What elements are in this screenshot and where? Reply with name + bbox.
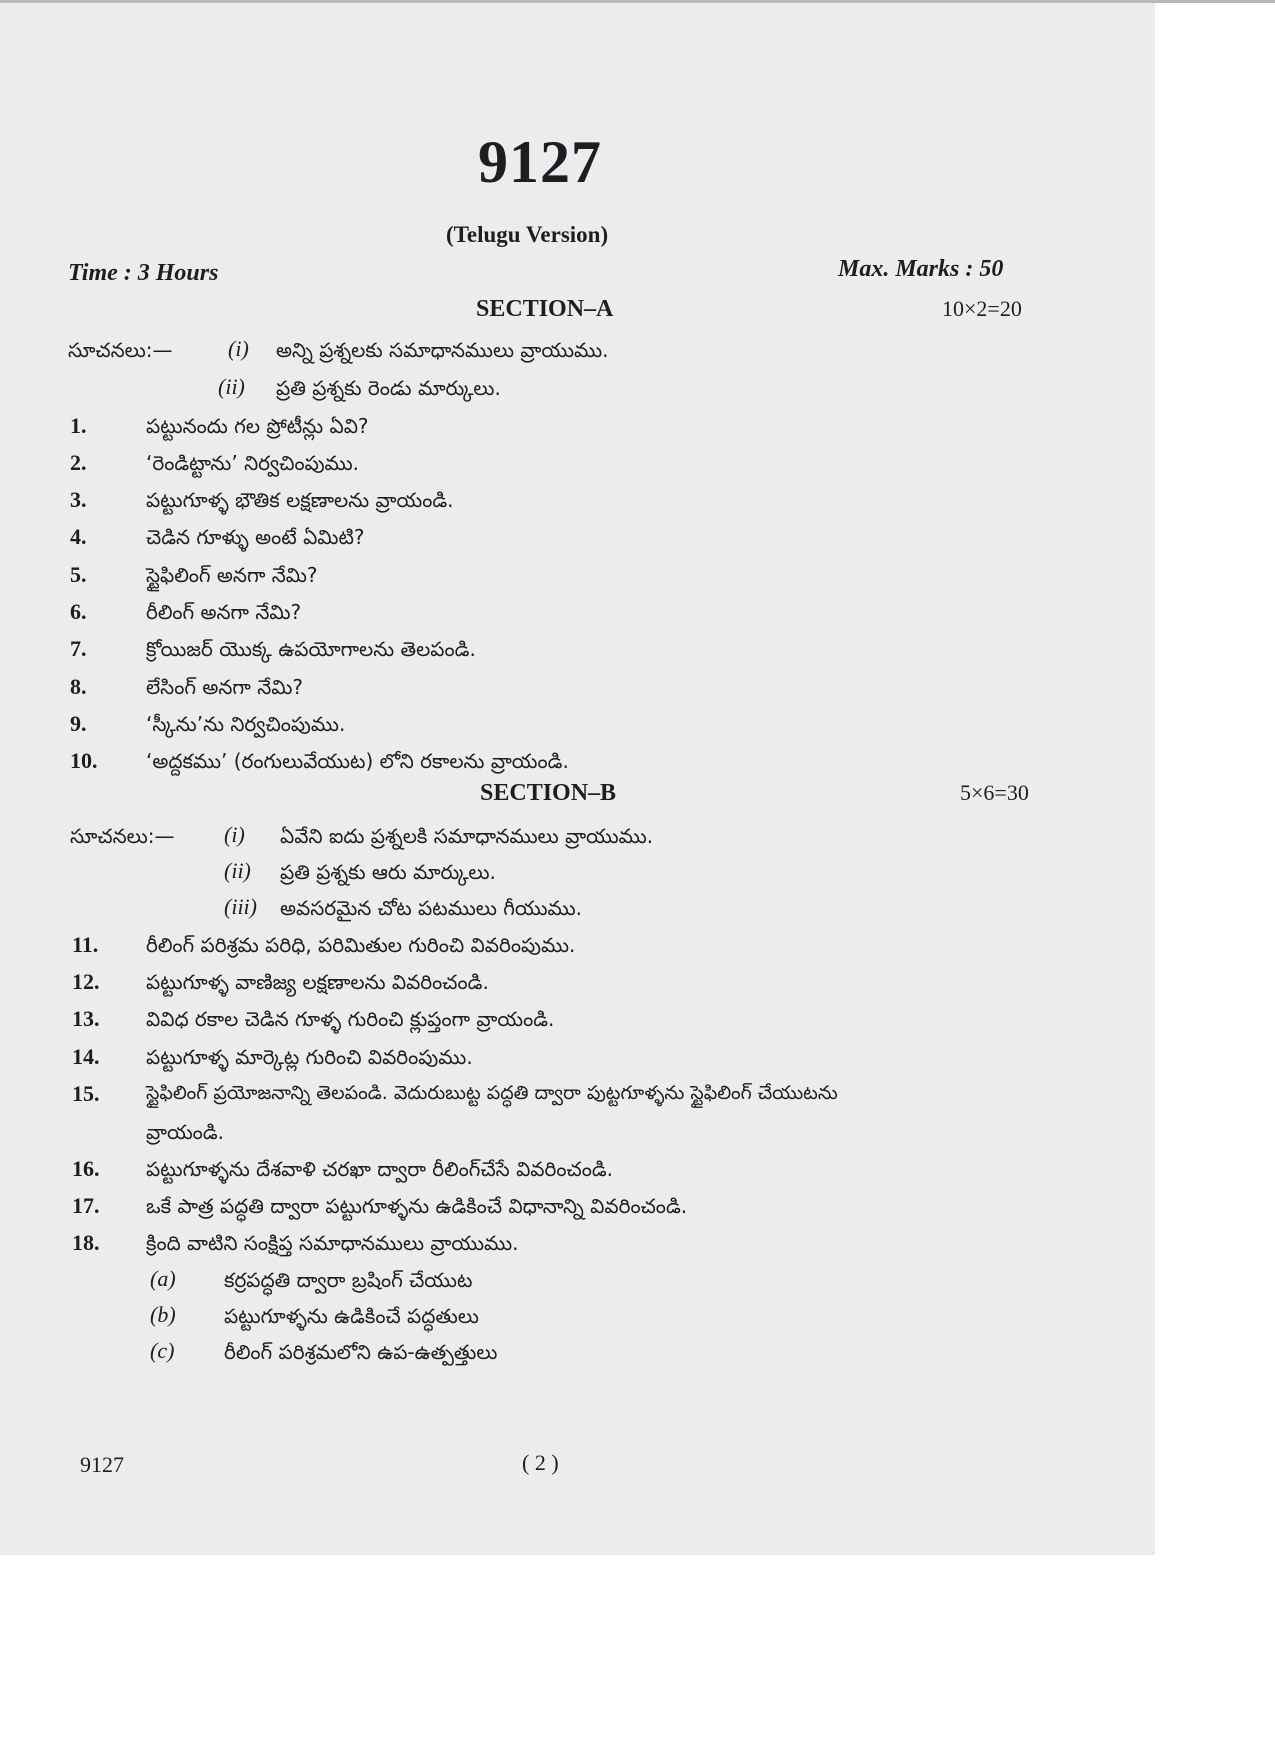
question-number: 14. (72, 1044, 100, 1069)
question-text: స్టైఫిలింగ్ ప్రయోజనాన్ని తెలపండి. వెదురుబుట్ట పద్ధతి ద్వారా పుట్టగూళ్ళను స్టైఫిలింగ్ చేయుటను (146, 1082, 838, 1104)
section-a-title: SECTION–A (476, 296, 614, 322)
question-number: 8. (70, 674, 87, 699)
sub-item-label: (a) (150, 1266, 176, 1291)
sub-item-label: (b) (150, 1302, 176, 1327)
question-text: ‘అద్దకము’ (రంగులువేయుట) లోని రకాలను వ్రాయండి. (146, 749, 569, 773)
question-text: లేసింగ్ అనగా నేమి? (146, 675, 304, 699)
paper-code: 9127 (478, 129, 602, 195)
question-text-continued: వ్రాయండి. (146, 1120, 224, 1144)
question-text: పట్టుగూళ్ళను దేశవాళి చరఖా ద్వారా రీలింగ్‌చేసే వివరించండి. (146, 1157, 614, 1181)
section-a-note-text: ప్రతి ప్రశ్నకు రెండు మార్కులు. (276, 376, 501, 400)
question-text: పట్టుగూళ్ళ వాణిజ్య లక్షణాలను వివరించండి. (146, 970, 489, 994)
max-marks-label: Max. Marks : 50 (838, 256, 1004, 282)
question-number: 10. (70, 748, 98, 773)
question-number: 7. (70, 636, 87, 661)
question-text: పట్టుగూళ్ళ భౌతిక లక్షణాలను వ్రాయండి. (146, 488, 454, 512)
section-b-note-text: ఏవేని ఐదు ప్రశ్నలకి సమాధానములు వ్రాయుము. (280, 824, 654, 848)
section-b-note-num: (iii) (224, 894, 257, 919)
sub-item-text: రీలింగ్ పరిశ్రమలోని ఉప-ఉత్పత్తులు (224, 1340, 498, 1364)
section-b-title: SECTION–B (480, 780, 617, 806)
question-number: 4. (70, 524, 87, 549)
question-text: క్రింది వాటిని సంక్షిప్త సమాధానములు వ్రాయుము. (146, 1231, 519, 1255)
question-number: 16. (72, 1156, 100, 1181)
question-number: 12. (72, 969, 100, 994)
section-a-note-num: (ii) (218, 374, 245, 399)
question-number: 6. (70, 599, 87, 624)
scan-edge (0, 0, 1275, 3)
question-text: చెడిన గూళ్ళు అంటే ఏమిటి? (146, 525, 365, 549)
section-b-marks: 5×6=30 (960, 780, 1029, 805)
question-number: 11. (72, 932, 99, 957)
question-number: 15. (72, 1081, 100, 1106)
sub-item-text: కర్రపద్ధతి ద్వారా బ్రషింగ్ చేయుట (224, 1268, 473, 1292)
question-text: స్టైఫిలింగ్ అనగా నేమి? (146, 563, 318, 587)
page-number: ( 2 ) (522, 1450, 559, 1475)
version-label: (Telugu Version) (446, 222, 609, 247)
question-number: 9. (70, 711, 87, 736)
question-text: పట్టునందు గల ప్రోటీన్లు ఏవి? (146, 414, 369, 438)
section-b-note-label: సూచనలు:— (70, 824, 175, 848)
section-a-note-num: (i) (228, 336, 249, 361)
sub-item-label: (c) (150, 1338, 175, 1363)
question-text: ‘రెండిట్టాను’ నిర్వచింపుము. (146, 451, 359, 475)
question-text: వివిధ రకాల చెడిన గూళ్ళ గురించి క్లుప్తంగా వ్రాయండి. (146, 1007, 555, 1031)
question-text: రీలింగ్ అనగా నేమి? (146, 600, 302, 624)
time-label: Time : 3 Hours (68, 260, 219, 286)
section-a-note-text: అన్ని ప్రశ్నలకు సమాధానములు వ్రాయుము. (276, 338, 609, 362)
section-b-note-num: (ii) (224, 858, 251, 883)
question-number: 2. (70, 450, 87, 475)
question-number: 13. (72, 1006, 100, 1031)
section-a-note-label: సూచనలు:— (68, 338, 173, 362)
section-b-note-text: అవసరమైన చోట పటములు గీయుము. (280, 896, 582, 920)
question-number: 1. (70, 413, 87, 438)
question-text: పట్టుగూళ్ళ మార్కెట్ల గురించి వివరింపుము. (146, 1045, 473, 1069)
question-number: 18. (72, 1230, 100, 1255)
footer-paper-code: 9127 (80, 1452, 124, 1477)
question-text: ‘స్కీను’ను నిర్వచింపుము. (146, 712, 346, 736)
question-text: క్రోయిజర్ యొక్క ఉపయోగాలను తెలపండి. (146, 637, 476, 661)
section-b-note-text: ప్రతి ప్రశ్నకు ఆరు మార్కులు. (280, 860, 496, 884)
question-number: 17. (72, 1193, 100, 1218)
question-number: 3. (70, 487, 87, 512)
question-text: ఒకే పాత్ర పద్ధతి ద్వారా పట్టుగూళ్ళను ఉడికించే విధానాన్ని వివరించండి. (146, 1194, 688, 1218)
question-number: 5. (70, 562, 87, 587)
section-b-note-num: (i) (224, 822, 245, 847)
sub-item-text: పట్టుగూళ్ళను ఉడికించే పద్ధతులు (224, 1304, 479, 1328)
section-a-marks: 10×2=20 (942, 296, 1022, 321)
question-text: రీలింగ్ పరిశ్రమ పరిధి, పరిమితుల గురించి వివరింపుము. (146, 933, 576, 957)
